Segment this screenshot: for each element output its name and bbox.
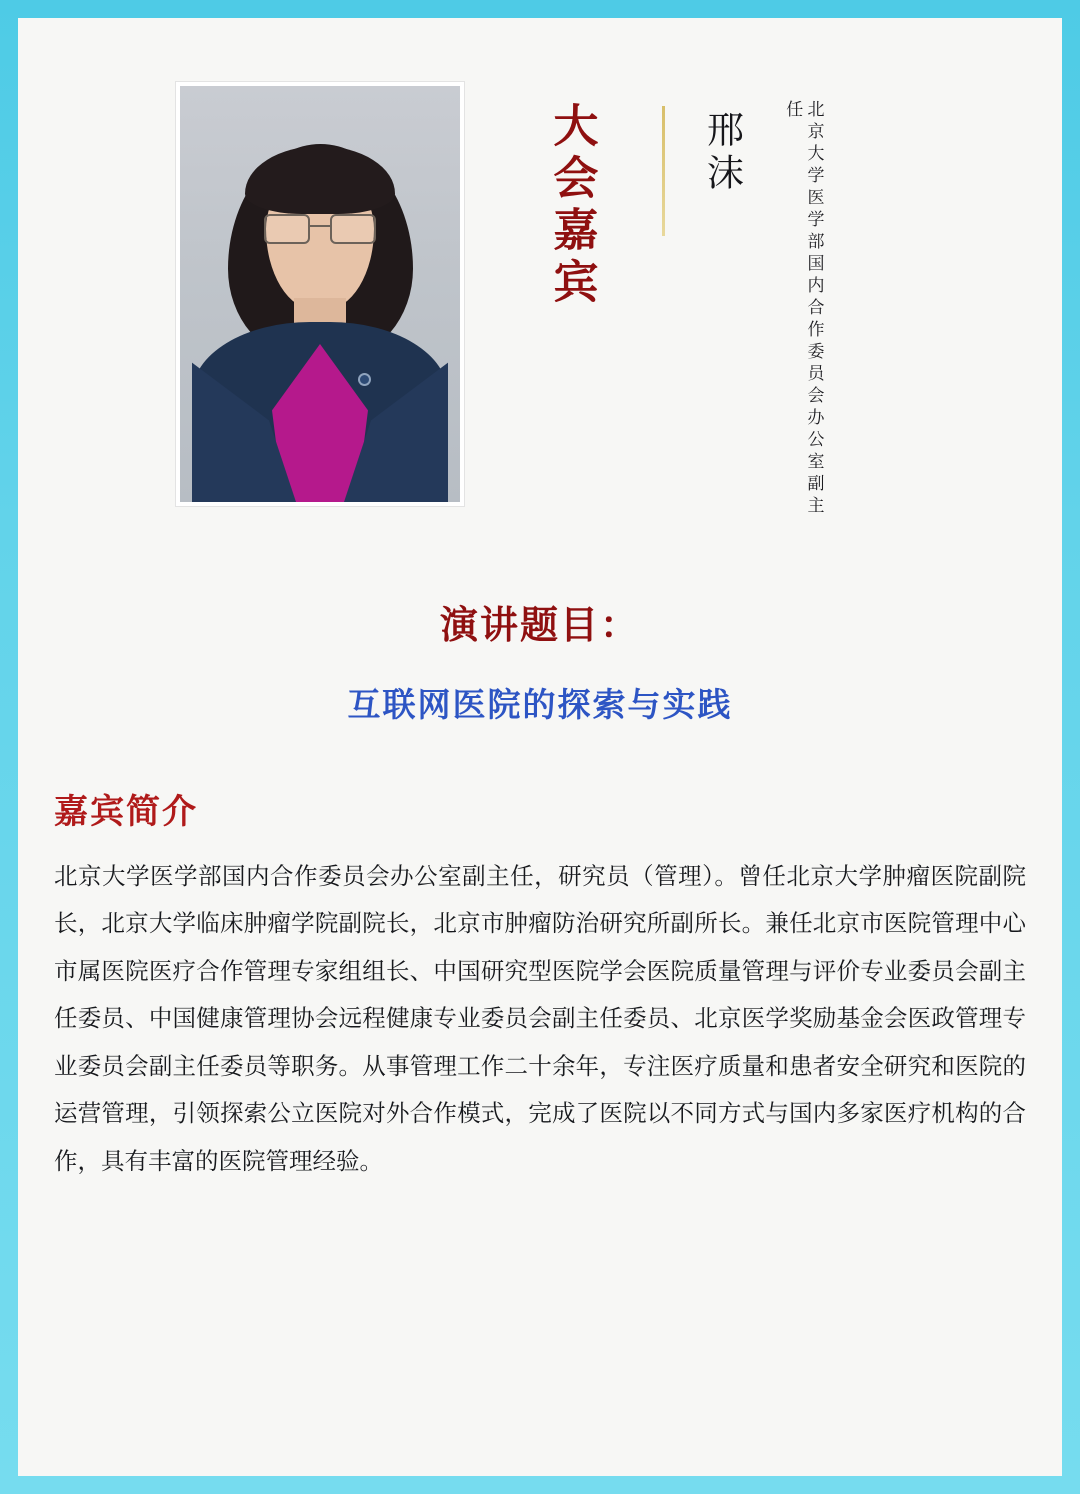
bio-section <box>54 784 1026 1185</box>
glasses-icon <box>264 214 376 240</box>
glasses-lens-right <box>330 214 376 244</box>
bio-text: 北京大学医学部国内合作委员会办公室副主任，研究员（管理）。曾任北京大学肿瘤医院副院长，北京大学临床肿瘤学院副院长，北京市肿瘤防治研究所副所长。兼任北京市医院管理中心市属医院医疗合作管理专家组组长、中国研究型医院学会医院质量管理与评价专业委员会副主任委员、中国健康管理协会远程健康专业委员会副主任委员、北京医学奖励基金会医政管理专业委员会副主任委员等职务。从事管理工作二十余年，专注医疗质量和患者安全研究和医院的运营管理，引领探索公立医院对外合作模式，完成了医院以不同方式与国内多家医疗机构的合作，具有丰富的医院管理经验。 <box>54 863 1026 1174</box>
guest-name: 邢沫 <box>701 110 743 196</box>
speech-topic: 互联网医院的探索与实践 <box>347 686 733 723</box>
divider <box>662 106 665 236</box>
guest-label: 大会嘉宾 <box>546 102 598 310</box>
glasses-lens-left <box>264 214 310 244</box>
poster-card <box>18 18 1062 1476</box>
lapel-pin-icon <box>360 375 369 384</box>
portrait-fringe <box>245 146 395 214</box>
guest-title: 北京大学医学部国内合作委员会办公室副主任 <box>783 100 824 518</box>
bio-heading: 嘉宾简介 <box>54 793 198 831</box>
header-section <box>18 18 1062 538</box>
portrait-photo <box>180 86 460 502</box>
speech-section <box>18 594 1062 726</box>
glasses-bridge <box>308 225 332 227</box>
avatar <box>176 82 464 506</box>
speech-label: 演讲题目： <box>439 605 640 647</box>
